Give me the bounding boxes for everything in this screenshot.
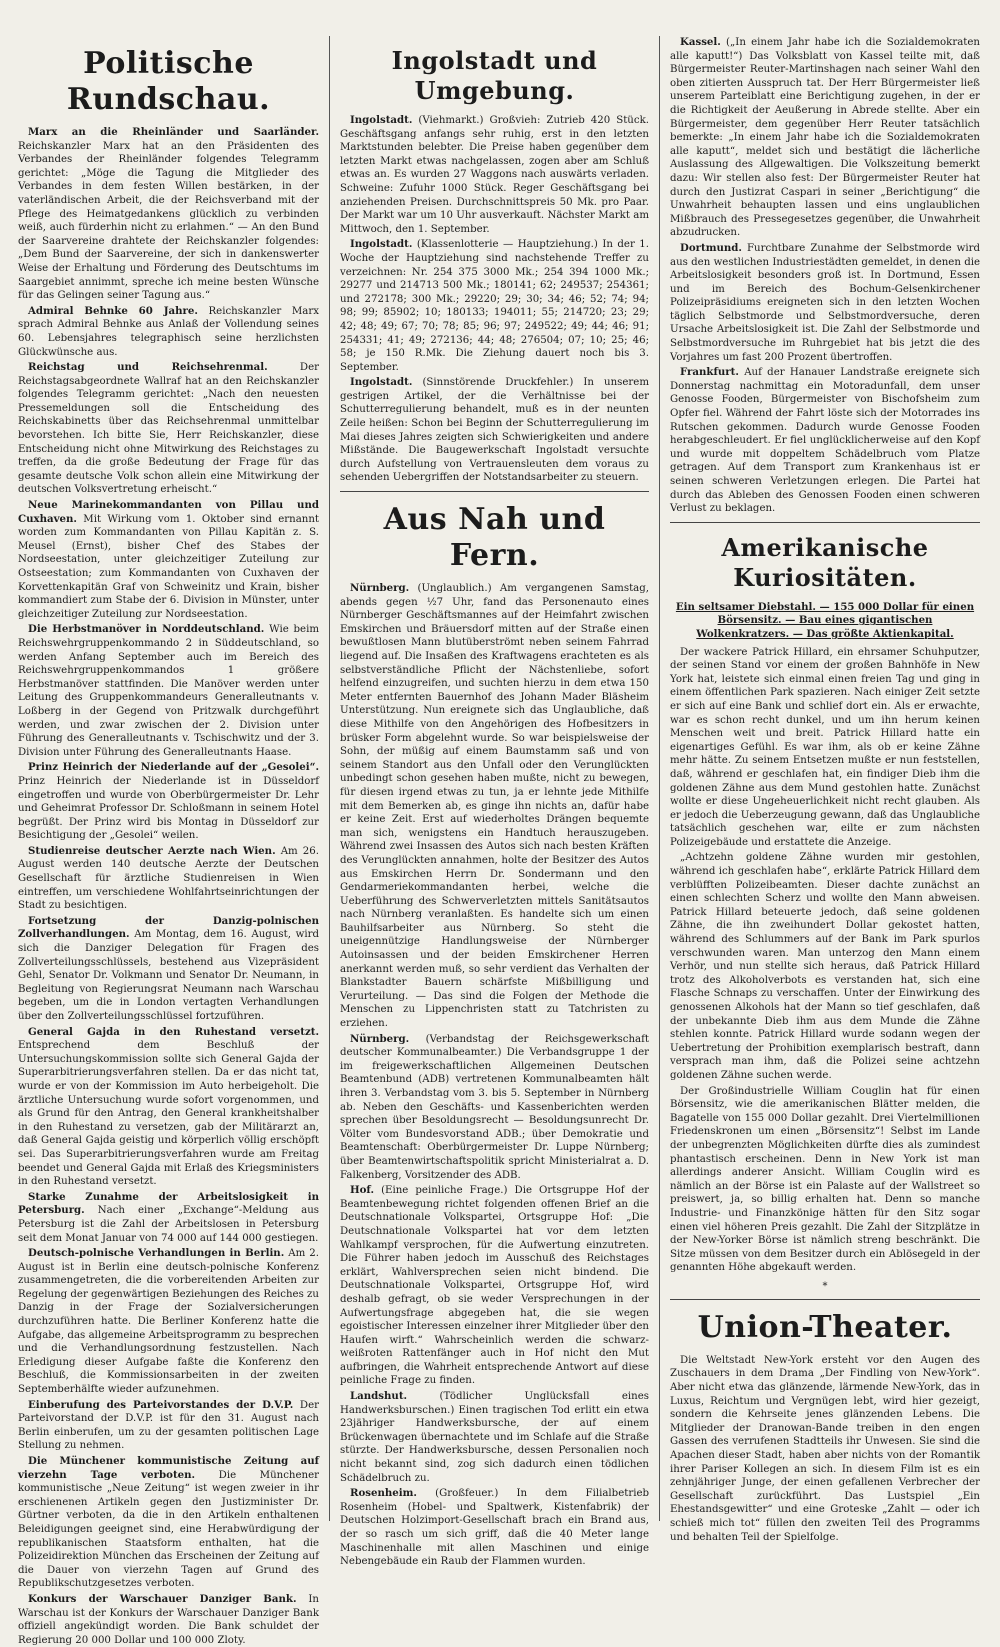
article-list (670, 1354, 980, 1544)
article-text: Entsprechend dem Beschluß der Untersuchungskommission sollte sich General Gajda der Superarbitrierungsverfahren stellen. Da er das nicht tat, wurde er von der Kommission im Auto herbeigeholt. Die ärztliche Untersuchung wurde sofort vorgenommen, und als Grund für den Antrag, den General krankheitshalber in den Ruhestand zu versetzen, gab der Militärarzt an, daß General Gajda geistig und körperlich völlig erschöpft sei. Das Superarbitrierungsverfahren wurde am Freitag beendet und General Gajda mit Erlaß des Kriegsministers in den Ruhestand versetzt. (18, 1040, 319, 1188)
article-text: (Sinnstörende Druckfehler.) In unserem gestrigen Artikel, der die Verhältnisse bei der Schutterregulierung behandelt, muß es in der neunten Zeile heißen: Schon bei Beginn der Schutterregulierung im Mai dieses Jahres zeigten sich Schwierigkeiten und andere Mißstände. Die Baugewerkschaft Ingolstadt versuchte durch Aufstellung von Vertrauensleuten dem voraus zu sehenden Uebergriffen der Notstandsarbeiter zu steuern. (340, 377, 649, 484)
article-headline: Die Münchener kommunistische Zeitung auf vierzehn Tage verboten. (18, 1455, 319, 1481)
article-headline: Landshut. (350, 1390, 408, 1403)
article-text: Furchtbare Zunahme der Selbstmorde wird aus den westlichen Industriestädten gemeldet, in denen die Arbeitslosigkeit besonders groß ist. In Dortmund, Essen und im Bereich des Bochum-Gelsenkirchener Polizeipräsidiums ereigneten sich in den letzten Wochen täglich Selbstmorde und Selbstmordversuche, deren Ursache Arbeitslosigkeit ist. Die Zahl der Selbstmorde und Selbstmordversuche im Ruhrgebiet hat bis jetzt die des Vorjahres um fast 200 Prozent übertroffen. (670, 242, 980, 363)
article-paragraph (670, 1085, 980, 1275)
section-title-union-theater: Union-Theater. (697, 1309, 953, 1345)
article-headline: Starke Zunahme der Arbeitslosigkeit in Petersburg. (18, 1190, 319, 1217)
article-text: Die Weltstadt New-York ersteht vor den Augen des Zuschauers in dem Drama „Der Findling von New-York“. Aber nicht etwa das glänzende, lärmende New-York, das in Luxus, Reichtum und Vergnügen lebt, wird hier gezeigt, sondern die Kehrseite jenes glänzenden Lebens. Die Mitglieder der Dranowan-Bande treiben in den engen Gassen des verrufenen Stadtteils ihr Unwesen. Sie sind die Apachen dieser Stadt, haben aber nichts von der Romantik ihrer Pariser Kollegen an sich. In diesem Film ist es ein zehnjähriger Junge, der einen gefallenen Verbrecher der Gesellschaft zurückführt. Das Lustspiel „Ein Ehestandsgewitter“ und eine Groteske „Zahlt — oder ich schieß mich tot“ füllen den zweiten Teil des Programms und behalten Teil der Spielfolge. (670, 1354, 980, 1543)
article-headline: Nürnberg. (350, 1032, 410, 1045)
article-text: Nach einer „Exchange“-Meldung aus Petersburg ist die Zahl der Arbeitslosen in Petersburg seit dem Monat Januar von 74 000 auf 144 000 gestiegen. (18, 1205, 319, 1244)
article-text: Wie beim Reichswehrgruppenkommando 2 in Süddeutschland, so werden Anfang September auch im Bereich des Reichswehrgruppenkommandos 1 größere Herbstmanöver stattfinden. Die Manöver werden unter Leitung des Gruppenkommandeurs Generalleutnants v. Loßberg in der Gegend von Pritzwalk durchgeführt werden, und zwar zwischen der 2. Division unter Führung des Generalleutnants v. Tschischwitz und der 3. Division unter Führung des Generalleutnants Haase. (18, 624, 319, 758)
article-paragraph (18, 915, 319, 1024)
article-headline: Deutsch-polnische Verhandlungen in Berlin. (28, 1247, 285, 1260)
article-text: In Warschau ist der Konkurs der Warschauer Danziger Bank offiziell angekündigt worden. Die Bank schuldet der Regierung 20 000 Dollar und 100 000 Zloty. (18, 1593, 319, 1646)
article-headline: Einberufung des Parteivorstandes der D.V.P. (28, 1398, 294, 1411)
divider (670, 1299, 980, 1300)
article-list (340, 582, 649, 1569)
article-text: Der wackere Patrick Hillard, ein ehrsamer Schuhputzer, der seinen Stand vor einem der großen Bahnhöfe in New York hat, leistete sich einmal einen freien Tag und ging in einem öffentlichen Park spazieren. Nach einiger Zeit setzte er sich auf eine Bank und schlief dort ein. Als er erwachte, war es schon recht dunkel, und um ihn herum keinen Menschen weit und breit. Patrick Hillard hatte ein eigenartiges Gefühl. Es war ihm, als ob er keine Zähne mehr hätte. Zu seinem Entsetzen mußte er nun feststellen, daß, während er geschlafen hat, ein findiger Dieb ihm die goldenen Zähne aus dem Mund gestohlen hatte. Zunächst wollte er diese Ungeheuerlichkeit nicht recht glauben. Als er jedoch die Ueberzeugung gewann, daß das Unglaubliche tatsächlich geschehen war, eilte er zum nächsten Polizeigebäude und erstattete die Anzeige. (670, 646, 980, 848)
article-text: („In einem Jahr habe ich die Sozialdemokraten alle kaputt!“) Das Volksblatt von Kassel teilte mit, daß Bürgermeister Reuter-Martinshagen nach seiner Wahl den oben zitierten Ausspruch tat. Der Herr Bürgermeister ließ unserem Parteiblatt eine Berichtigung zugehen, in der er die Richtigkeit der Aeußerung in Abrede stellte. Aber ein Bürgermeister, dem gegenüber Herr Reuter tatsächlich bemerkte: „In einem Jahr habe ich die Sozialdemokraten alle kaputt“, meldet sich und bestätigt die lächerliche Auslassung des Allgewaltigen. Die Volkszeitung bemerkt dazu: Wir stellen also fest: Der Bürgermeister Reuter hat durch den Justizrat Caspari in seiner „Berichtigung“ die Unwahrheit behaupten lassen und eins unglaublichen Mißbrauch des Pressegesetzes gegenüber, die Unwahrheit abzudrucken. (670, 37, 980, 239)
divider (670, 522, 980, 523)
article-paragraph (18, 1593, 319, 1647)
article-headline: Die Herbstmanöver in Norddeutschland. (28, 623, 265, 636)
article-headline: Marx an die Rheinländer und Saarländer. (28, 126, 319, 138)
article-text: Am Montag, dem 16. August, wird sich die Danziger Delegation für Fragen des Zollverteilungsschlüssels, bestehend aus Vizepräsident Gehl, Senator Dr. Volkmann und Senator Dr. Neumann, in Begleitung von Regierungsrat Neumann nach Warschau begeben, um die in London vertagten Verhandlungen über den Zollverteilungsschlüssel fortzuführen. (18, 929, 319, 1022)
article-paragraph (340, 1487, 649, 1569)
article-text: Auf der Hanauer Landstraße ereignete sich Donnerstag nachmittag ein Motoradunfall, dem unser Genosse Fooden, Bürgermeister von Bischofsheim zum Opfer fiel. Während der Fahrt löste sich der Motorrades ins Rutschen gekommen. Dadurch wurde Genosse Fooden herabgeschleudert. Er fiel unglücklicherweise auf den Kopf und wurde mit doppeltem Schädelbruch vom Platze getragen. Auf dem Transport zum Krankenhaus ist er seinen schweren Verletzungen erlegen. Die Partei hat durch das Ableben des Genossen Fooden einen schweren Verlust zu beklagen. (670, 367, 980, 515)
separator-star: * (822, 1280, 828, 1292)
article-paragraph (18, 305, 319, 359)
article-text: (Unglaublich.) Am vergangenen Samstag, abends gegen ½7 Uhr, fand das Personenauto eines Nürnberger Geschäftsmannes auf der Heimfahrt zwischen Emskirchen und Bräuersdorf mitten auf der Straße einen bewußtlosen Mann blutüberströmt neben seinem Fahrrad liegend auf. Die Insaßen des Kraftwagens erachteten es als selbstverständliche Pflicht der Nächstenliebe, sofort helfend einzugreifen, und suchten hierzu in dem etwa 150 Meter entfernten Bauernhof des Johann Mader Bläsheim Unterstützung. Nun ereignete sich das Unglaubliche, daß diese Mithilfe von den Angehörigen des Hofbesitzers in brüsker Form abgelehnt wurde. So war beispielsweise der Sohn, der müßig auf einem Baumstamm saß und von seinem Standort aus den Unfall oder den Verunglückten unbedingt schon gesehen haben mußte, nicht zu bewegen, für diesen irgend etwas zu tun, ja er lehnte jede Mithilfe mit dem Bemerken ab, es ginge ihn nichts an, dafür habe er keine Zeit. Erst auf wiederholtes Drängen bequemte man sich, wenigstens ein Handtuch herauszugeben. Während zwei Insassen des Autos sich nach besten Kräften des Verunglückten annahmen, holte der Besitzer des Autos aus Emskirchen Herrn Dr. Sondermann und den Gendarmeriekommandanten herbei, welche die Ueberführung des Schwerverletzten mittels Sanitätsautos nach Nürnberg veranlaßten. Es handelte sich um einen Bauhilfsarbeiter aus Nürnberg. So steht die uneigennützige Handlungsweise der Nürnberger Autoinsassen und der beiden Emskirchener Herren anerkannt werden muß, so sehr verdient das Verhalten der Blankstadter Bauern schärfste Mißbilligung und Verurteilung. — Das sind die Folgen der Methode die Menschen zu Lippenchristen statt zu Tatchristen zu erziehen. (340, 583, 649, 1030)
article-headline: Reichstag und Reichsehrenmal. (28, 361, 268, 374)
divider (340, 491, 649, 492)
article-paragraph (670, 646, 980, 850)
article-text: Der Parteivorstand der D.V.P. ist für den 31. August nach Berlin einberufen, um zu der gesamten politischen Lage Stellung zu nehmen. (18, 1399, 319, 1452)
article-text: Mit Wirkung vom 1. Oktober sind ernannt worden zum Kommandanten von Pillau Kapitän z. S. Meusel (Ernst), bisher Chef des Stabes der Nordseestation, unter gleichzeitiger Zuteilung zur Ostseestation; zum Kommandanten von Cuxhaven der Korvettenkapitän Graf von Schweinitz und Krain, bisher kommandiert zum Stabe der 6. Division in Münster, unter gleichzeitiger Zuteilung zur Nordseestation. (18, 513, 319, 620)
article-text: (Klassenlotterie — Hauptziehung.) In der 1. Woche der Hauptziehung sind nachstehende Treffer zu verzeichnen: Nr. 254 375 3000 Mk.; 254 394 1000 Mk.; 29277 und 214713 500 Mk.; 180141; 62; 249537; 254361; und 272178; 300 Mk.; 29220; 29; 30; 34; 46; 52; 74; 94; 98; 99; 85902; 10; 180133; 194011; 55; 214720; 23; 29; 42; 48; 49; 67; 70; 78; 85; 96; 97; 249522; 49; 44; 46; 91; 254331; 41; 49; 272136; 44; 48; 276504; 07; 10; 25; 46; 58; je 150 R.Mk. Die Ziehung dauert noch bis 3. September. (340, 239, 649, 373)
article-paragraph (670, 851, 980, 1082)
article-headline: Dortmund. (680, 241, 742, 254)
column-misc (660, 36, 990, 1543)
article-headline: Ingolstadt. (350, 376, 413, 389)
article-text: Reichskanzler Marx hat an den Präsidenten des Verbandes der Rheinländer folgendes Telegramm gerichtet: „Möge die Tagung die Mitglieder des Verbandes in dem festen Willen bestärken, in der vaterländischen Arbeit, die der Reichsverband mit der Pflege des Heimatgedankens glücklich zu verbinden weiß, auch fürderhin nicht zu erlahmen.“ — An den Bund der Saarvereine drahtete der Reichskanzler folgendes: „Dem Bund der Saarvereine, der sich in dankenswerter Weise der Erhaltung und Förderung des Deutschtums im Saargebiet annimmt, spreche ich meine besten Wünsche für das Gelingen seiner Tagung aus.“ (18, 140, 319, 302)
article-headline: Rosenheim. (350, 1487, 417, 1500)
article-text: „Achtzehn goldene Zähne wurden mir gestohlen, während ich geschlafen habe“, erklärte Patrick Hillard dem verblüfften Polizeibeamten. Dieser dachte zunächst an einen schlechten Scherz und wollte den Mann abweisen. Patrick Hillard beteuerte jedoch, daß seine goldenen Zähne, die ihn zweihundert Dollar gekostet hatten, während des Schlummers auf der Bank im Park spurlos verschwunden waren. Man unterzog den Mann einem Verhör, und nun stellte sich heraus, daß Patrick Hillard trotz des Alkoholverbots es verstanden hat, sich eine Flasche Schnaps zu verschaffen. Unter der Einwirkung des genossenen Alkohols hat der Mann so tief geschlafen, daß der unbekannte Dieb ihm aus dem Munde die Zähne stehlen konnte. Patrick Hillard wurde sodann wegen der Uebertretung der Prohibition exemplarisch bestraft, dann versprach man ihm, daß die Polizei seine achtzehn goldenen Zähne suchen werde. (670, 852, 980, 1081)
section-title-ingolstadt: Ingolstadt und Umgebung. (391, 46, 598, 105)
article-paragraph (340, 376, 649, 485)
article-list (670, 646, 980, 1275)
article-list (340, 114, 649, 485)
article-paragraph (18, 623, 319, 759)
article-paragraph (670, 366, 980, 516)
article-text: (Großfeuer.) In dem Filialbetrieb Rosenheim (Hobel- und Spaltwerk, Kistenfabrik) der Deutschen Holzimport-Gesellschaft brach ein Brand aus, der so rasch um sich griff, daß die 40 Meter lange Maschinenhalle mit allen Maschinen und einige Nebengebäude ein Raub der Flammen wurden. (340, 1488, 650, 1568)
section-title-politics: Politische Rundschau. (66, 46, 271, 117)
section-title-aus-nah-und-fern: Aus Nah und Fern. (383, 502, 606, 574)
article-headline: Prinz Heinrich der Niederlande auf der „Gesolei“. (28, 761, 319, 774)
article-paragraph (18, 361, 319, 497)
article-list (670, 36, 980, 516)
column-politics (8, 36, 330, 1646)
article-headline: Hof. (350, 1184, 374, 1197)
article-headline: General Gajda in den Ruhestand versetzt. (28, 1025, 319, 1038)
article-paragraph (18, 761, 319, 843)
article-paragraph (18, 845, 319, 913)
article-paragraph (340, 1033, 649, 1183)
article-list (18, 126, 319, 1647)
article-text: (Tödlicher Unglücksfall eines Handwerksburschen.) Einen tragischen Tod erlitt ein etwa 23jähriger Handwerksbursche, der auf einem Brückenwagen übernachtete und im Schlafe auf die Straße stürzte. Der Handwerksbursche, dessen Personalien noch nicht bekannt sind, zog sich dadurch einen tödlichen Schädelbruch zu. (340, 1391, 649, 1484)
section-title-kuriositaeten: Amerikanische Kuriositäten. (721, 532, 929, 592)
article-paragraph (670, 242, 980, 364)
article-headline: Kassel. (680, 36, 721, 48)
article-paragraph (18, 1399, 319, 1453)
article-text: Am 2. August ist in Berlin eine deutsch-polnische Konferenz zusammengetreten, die die vorbereitenden Arbeiten zur Regelung der gegenwärtigen Beziehungen des Reiches zu Danzig in der Frage der Sozialversicherungen durchzuführen hatte. Die Berliner Konferenz hatte die Aufgabe, das allgemeine Arbeitsprogramm zu besprechen und die Verhandlungsordnung festzustellen. Nach Erledigung dieser Aufgabe faßte die Konferenz den Beschluß, die Kommissionsarbeiten in der zweiten Septemberhälfte wieder aufzunehmen. (18, 1248, 319, 1396)
article-paragraph (18, 1247, 319, 1397)
article-text: (Viehmarkt.) Großvieh: Zutrieb 420 Stück. Geschäftsgang anfangs sehr ruhig, erst in den letzten Marktstunden belebter. Die Preise haben gegenüber dem letzten Markt etwas nachgelassen, zogen aber am Schluß etwas an. Es wurden 27 Waggons nach auswärts verladen. Schweine: Zufuhr 1000 Stück. Reger Geschäftsgang bei anziehenden Preisen. Durchschnittspreis 50 Mk. pro Paar. Der Markt war um 10 Uhr ausverkauft. Nächster Markt am Mittwoch, den 1. September. (340, 115, 649, 235)
article-text: Am 26. August werden 140 deutsche Aerzte der Deutschen Gesellschaft für ärztliche Studienreisen in Wien eintreffen, um verschiedene Wohlfahrtseinrichtungen der Stadt zu besichtigen. (18, 845, 319, 912)
article-headline: Nürnberg. (350, 582, 410, 595)
article-text: (Eine peinliche Frage.) Die Ortsgruppe Hof der Beamtenbewegung richtet folgenden offenen Brief an die Deutschnationale Volkspartei, Ortsgruppe Hof: „Die Deutschnationale Volkspartei hat vor dem letzten Wahlkampf versprochen, für die Aufwertung einzutreten. Die Führer haben jedoch im Ausschuß des Reichstages erklärt, Wahlversprechen seien nicht bindend. Die Deutschnationale Volkspartei, Ortsgruppe Hof, wird deshalb gefragt, ob sie weder Versprechungen in der Aufwertungsfrage abgegeben hat, die sie wegen egoistischer Interessen einzelner ihrer Mitglieder über den Haufen wirft.“ Wahrscheinlich werden die schwarz-weißroten Rattenfänger auch in Hof nicht den Mut aufbringen, die Wahrheit entsprechende Antwort auf diese peinliche Frage zu finden. (340, 1185, 649, 1387)
column-local (330, 36, 660, 1568)
article-text: Der Großindustrielle William Couglin hat für einen Börsensitz, wie die amerikanischen Blätter melden, die Bagatelle von 155 000 Dollar gezahlt. Drei Viertelmillionen Friedenskronen um einen „Börsensitz“! Selbst im Lande der unbegrenzten Möglichkeiten dürfte dies als zumindest phantastisch erscheinen. Denn in New York ist man allerdings anderer Ansicht. William Couglin wird es nämlich an der Börse ist ein Palaste auf der Wallstreet so preiswert, ja, so billig erhalten hat. Denn so manche Industrie- und Finanzkönige hätten für den Sitz sogar einen viel höheren Preis gezahlt. Die Zahl der Sitzplätze in der New-Yorker Börse ist nämlich streng beschränkt. Die Sitze müssen von dem Besitzer durch ein Ablösegeld in der genannten Höhe abgekauft werden. (670, 1085, 980, 1274)
article-paragraph (18, 1191, 319, 1245)
article-text: (Verbandstag der Reichsgewerkschaft deutscher Kommunalbeamter.) Die Verbandsgruppe 1 der im freigewerkschaftlichen Allgemeinen Deutschen Beamtenbund (ADB) vertretenen Kommunalbeamten hält ihren 3. Verbandstag vom 3. bis 5. September in Nürnberg ab. Neben den Geschäfts- und Kassenberichten werden sprechen über Besoldungsrecht — Besoldungsunrecht Dr. Völter vom Bundesvorstand ADB.; über Demokratie und Beamtenschaft: Oberbürgermeister Dr. Luppe Nürnberg; über Beamtenwirtschaftspolitik spricht Ministerialrat a. D. Falkenberg, Vorsitzender des ADB. (340, 1033, 649, 1181)
article-headline: Konkurs der Warschauer Danziger Bank. (28, 1592, 297, 1605)
article-headline: Neue Marinekommandanten von Pillau und Cuxhaven. (18, 499, 319, 525)
article-subhead: Ein seltsamer Diebstahl. — 155 000 Dollar für einen Börsensitz. — Bau eines gigantischen Wolkenkratzers. — Das größte Aktienkapital. (675, 600, 975, 640)
article-text: Reichskanzler Marx sprach Admiral Behnke aus Anlaß der Vollendung seines 60. Lebensjahres telegraphisch seine herzlichsten Glückwünsche aus. (18, 305, 319, 358)
article-paragraph (18, 1455, 319, 1591)
article-headline: Frankfurt. (680, 366, 739, 379)
article-headline: Studienreise deutscher Aerzte nach Wien. (28, 844, 276, 857)
article-headline: Fortsetzung der Danzig-polnischen Zollverhandlungen. (18, 914, 319, 941)
article-paragraph (670, 36, 980, 240)
article-paragraph (18, 126, 319, 303)
article-paragraph (340, 114, 649, 236)
article-paragraph (340, 238, 649, 374)
article-paragraph (340, 582, 649, 1031)
article-paragraph (340, 1184, 649, 1388)
article-headline: Ingolstadt. (350, 114, 413, 126)
columns (8, 36, 992, 1646)
article-headline: Admiral Behnke 60 Jahre. (28, 304, 198, 317)
article-paragraph (18, 499, 319, 621)
article-text: Der Reichstagsabgeordnete Wallraf hat an den Reichskanzler folgendes Telegramm gerichtet: „Nach den neuesten Pressemeldungen soll die Entscheidung des Reichskabinetts über das Reichsehrenmal unmittelbar bevorstehen. Ich bitte Sie, Herr Reichskanzler, diese Entscheidung nicht ohne Mitwirkung des Reichstages zu treffen, da die große Bedeutung der Frage für das gesamte deutsche Volk schon allein eine Mitwirkung der deutschen Volksvertretung erheischt.“ (18, 362, 319, 496)
article-paragraph (18, 1026, 319, 1189)
article-text: Prinz Heinrich der Niederlande ist in Düsseldorf eingetroffen und wurde von Oberbürgermeister Dr. Lehr und Geheimrat Professor Dr. Schloßmann in seinem Hotel begrüßt. Der Prinz wird bis Montag in Düsseldorf zur Besichtigung der „Gesolei“ weilen. (18, 775, 319, 842)
article-paragraph (340, 1390, 649, 1485)
article-headline: Ingolstadt. (350, 238, 413, 251)
article-text: Die Münchener kommunistische „Neue Zeitung“ ist wegen zweier in ihr erschienenen Artikeln gegen den Justizminister Dr. Gürtner verboten, da die in den Artikeln enthaltenen Beleidigungen geeignet sind, eine Herabwürdigung der republikanischen Staatsform enthalten, hat die Polizeidirektion München das Erscheinen der Zeitung auf die Dauer von vierzehn Tagen auf Grund des Republikschutzgesetzes verboten. (18, 1469, 319, 1590)
article-paragraph (670, 1354, 980, 1544)
